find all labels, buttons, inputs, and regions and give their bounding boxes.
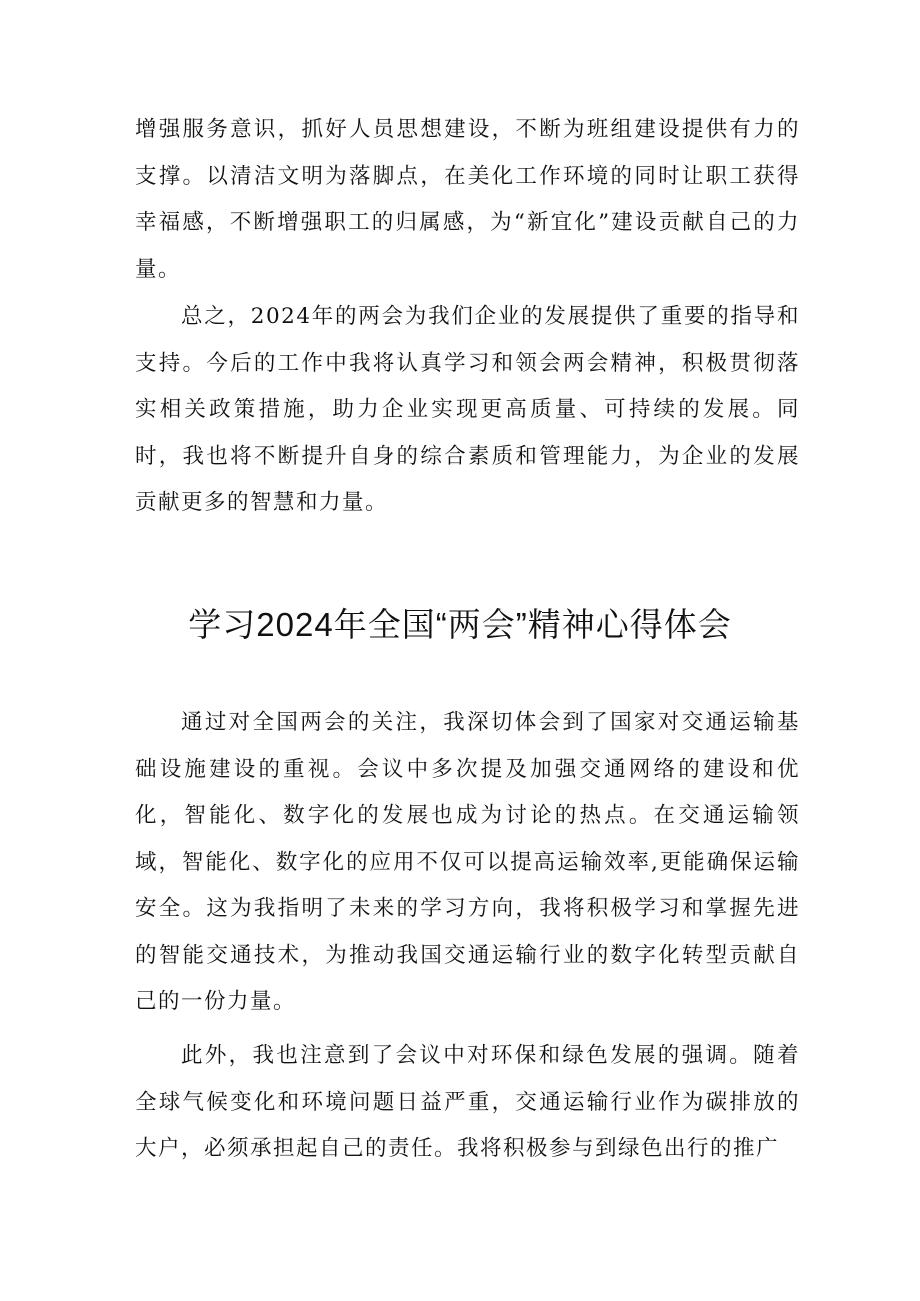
continued-paragraph: 增强服务意识，抓好人员思想建设，不断为班组建设提供有力的支撑。以清洁文明为落脚点，在美化工作环境的同时让职工获得幸福感，不断增强职工的归属感，为“新宜化”建设贡献自己的力量。	[135, 117, 800, 282]
body-paragraph-1: 通过对全国两会的关注，我深切体会到了国家对交通运输基础设施建设的重视。会议中多次提及加强交通网络的建设和优化，智能化、数字化的发展也成为讨论的热点。在交通运输领域，智能化、数字化的应用不仅可以提高运输效率,更能确保运输安全。这为我指明了未来的学习方向，我将积极学习和掌握先进的智能交通技术，为推动我国交通运输行业的数字化转型贡献自己的一份力量。	[135, 710, 800, 1014]
body-paragraph-2: 此外，我也注意到了会议中对环保和绿色发展的强调。随着全球气候变化和环境问题日益严重，交通运输行业作为碳排放的大户，必须承担起自己的责任。我将积极参与到绿色出行的推广	[135, 1043, 800, 1161]
article-title: 学习2024年全国“两会”精神心得体会	[188, 606, 732, 643]
conclusion-paragraph: 总之，2024年的两会为我们企业的发展提供了重要的指导和支持。今后的工作中我将认真学习和领会两会精神，积极贯彻落实相关政策措施，助力企业实现更高质量、可持续的发展。同时，我也将不断提升自身的综合素质和管理能力，为企业的发展贡献更多的智慧和力量。	[135, 304, 800, 515]
